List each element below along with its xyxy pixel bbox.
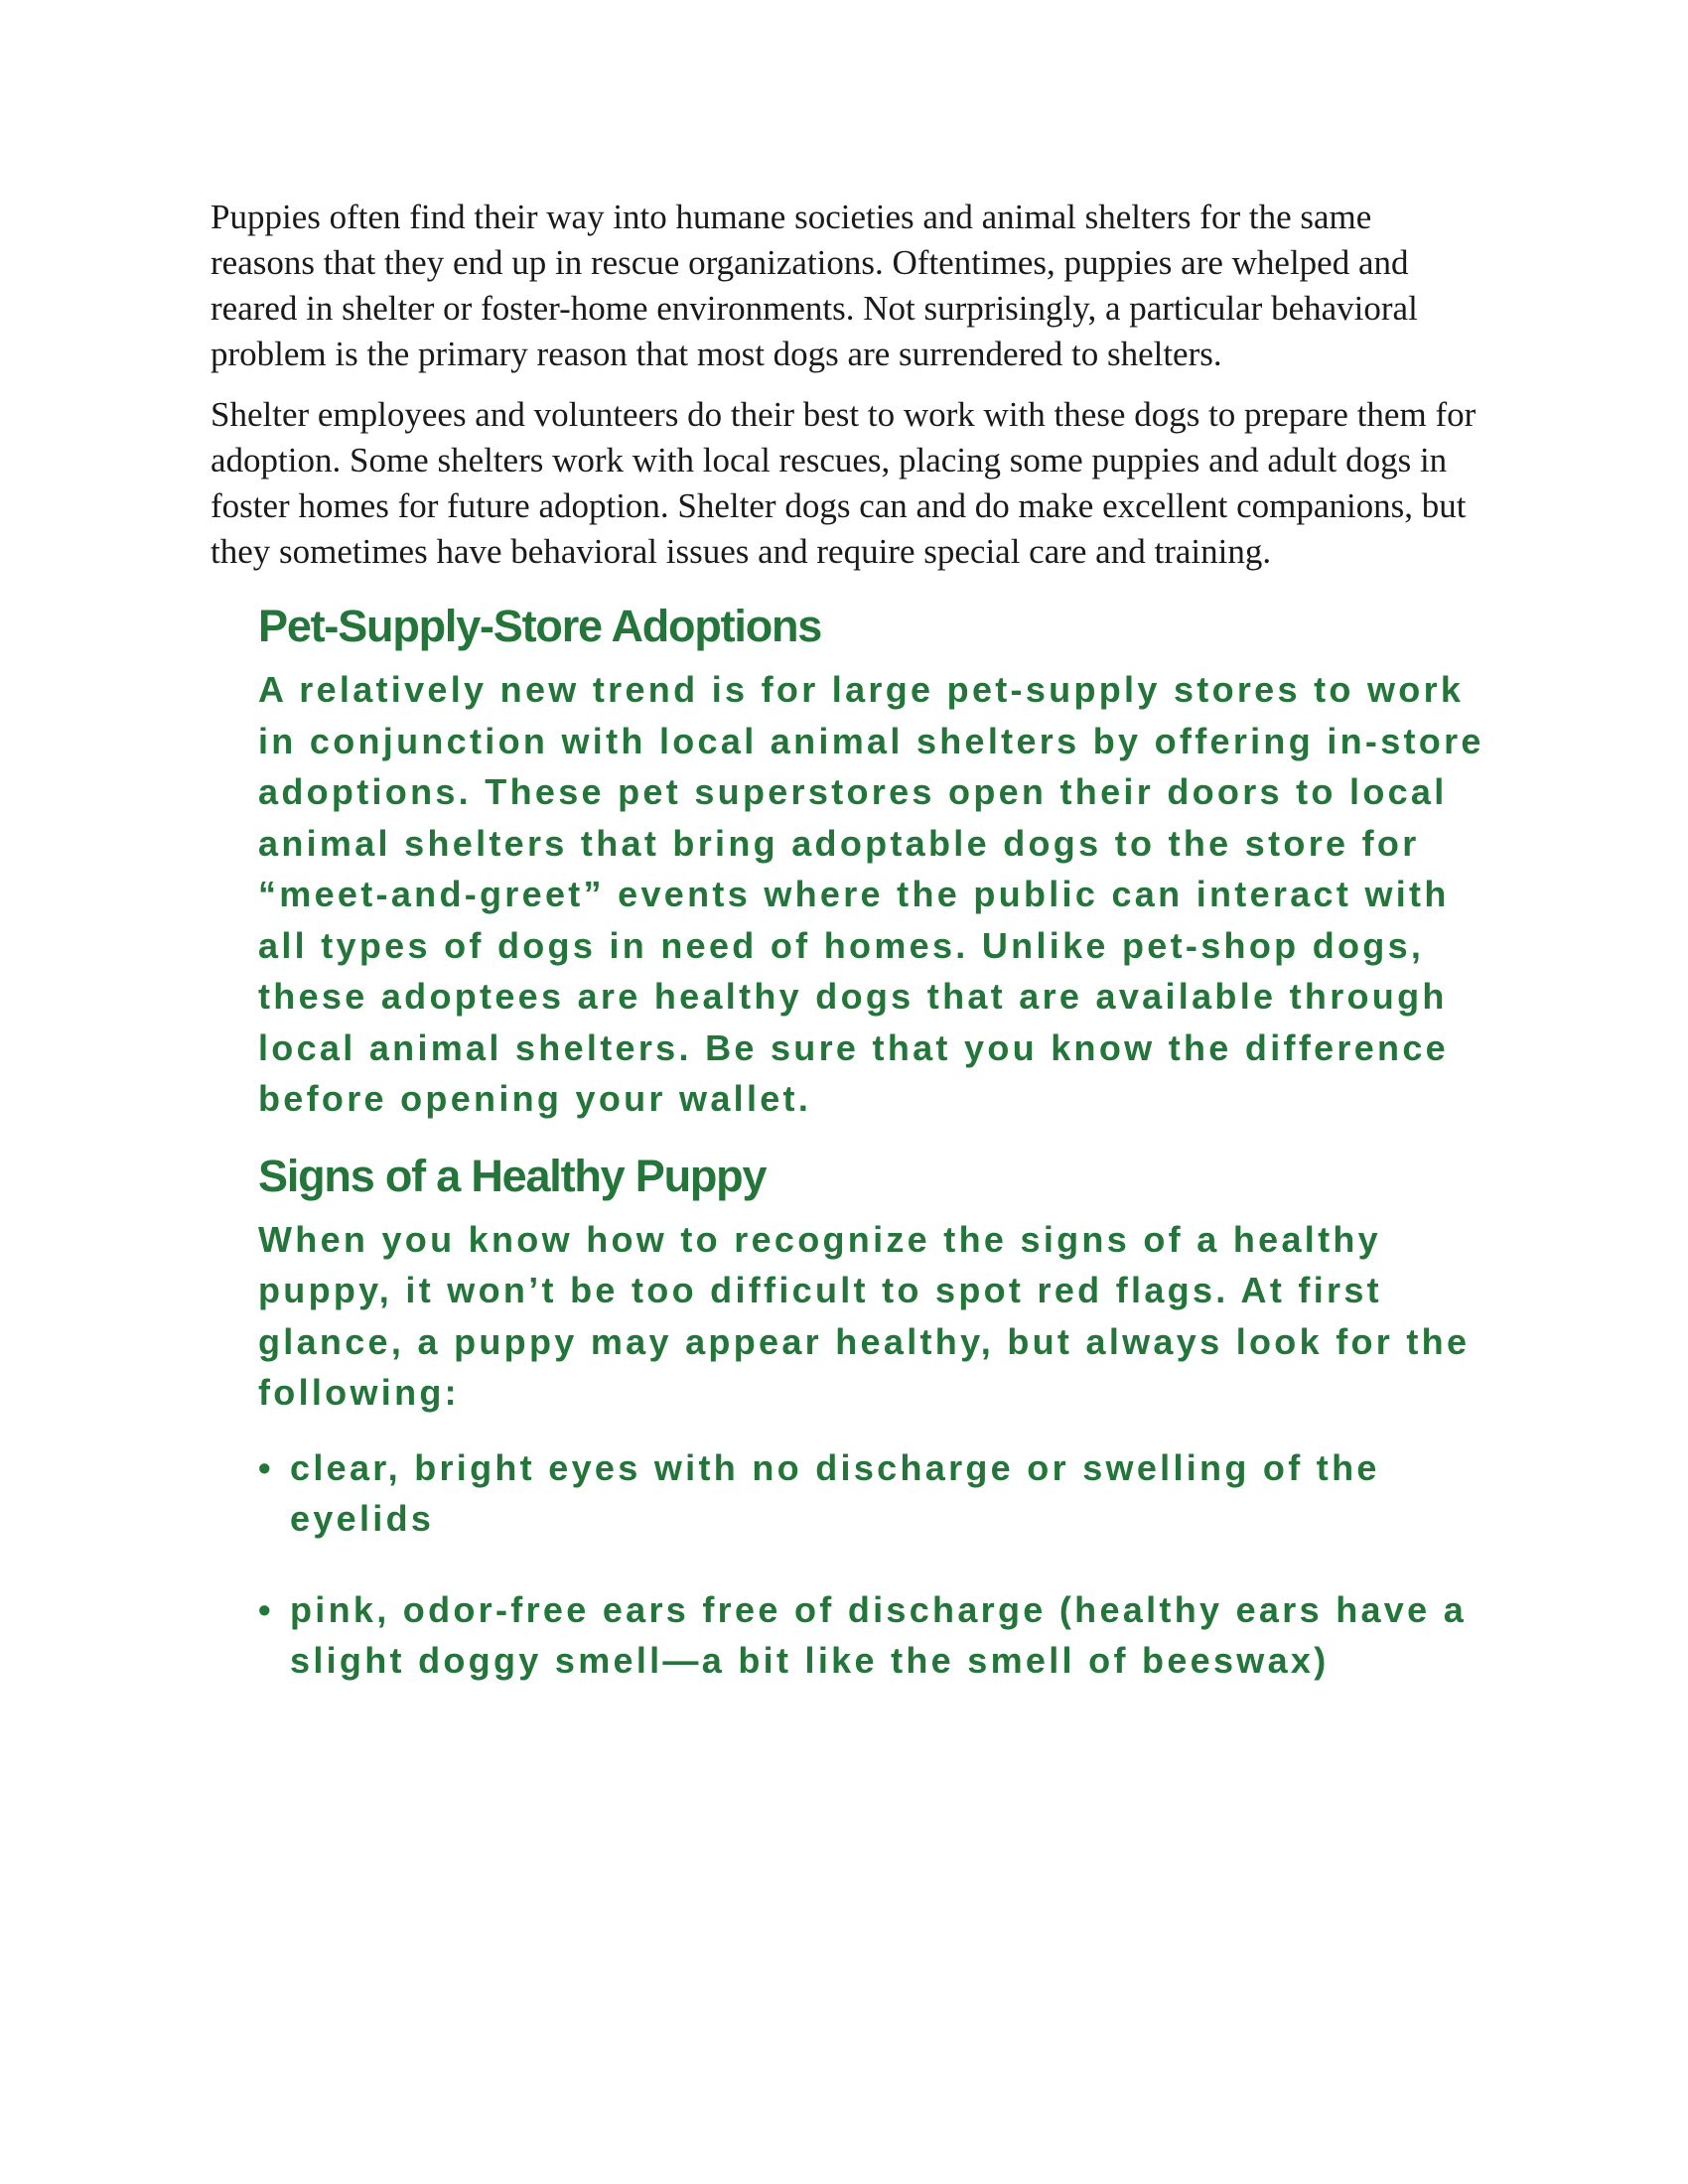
list-item-text: clear, bright eyes with no discharge or swelling of the eyelids — [290, 1446, 1380, 1539]
list-item — [258, 1584, 1489, 1687]
intro-paragraph-2: Shelter employees and volunteers do their best to work with these dogs to prepare them for adoption. Some shelters work with local rescues, placing some puppies and adult dogs in foster homes for future adoption. Shelter dogs can and do make excellent companions, but they sometimes have behavioral issues and require special care and training. — [211, 395, 1477, 571]
bullet-icon: • — [258, 1588, 274, 1630]
healthy-puppy-body: When you know how to recognize the signs of a healthy puppy, it won’t be too difficult to spot red flags. At first glance, a puppy may appear healthy, but always look for the following: — [258, 1218, 1471, 1413]
list-item — [258, 1442, 1489, 1545]
pet-supply-body: A relatively new trend is for large pet-supply stores to work in conjunction with local animal shelters by offering in-store adoptions. These pet superstores open their doors to local animal shelters that bring adoptable dogs to the store for “meet-and-greet” events where the public can interact with all types of dogs in need of homes. Unlike pet-shop dogs, these adoptees are healthy dogs that are available through local animal shelters. Be sure that you know the difference before opening your wallet. — [258, 669, 1484, 1119]
list-item-text: pink, odor-free ears free of discharge (healthy ears have a slight doggy smell—a bit like the smell of beeswax) — [290, 1588, 1468, 1681]
pet-supply-heading: Pet-Supply-Store Adoptions — [258, 601, 822, 651]
healthy-signs-list — [258, 1442, 1489, 1687]
document-page — [211, 195, 1491, 1726]
green-sidebar — [258, 599, 1489, 1687]
bullet-icon: • — [258, 1446, 274, 1488]
intro-paragraph-1: Puppies often find their way into humane societies and animal shelters for the same reasons that they end up in rescue organizations. Oftentimes, puppies are whelped and reared in shelter or foster-home environments. Not surprisingly, a particular behavioral problem is the primary reason that most dogs are surrendered to shelters. — [211, 198, 1418, 373]
healthy-puppy-heading: Signs of a Healthy Puppy — [258, 1150, 767, 1201]
